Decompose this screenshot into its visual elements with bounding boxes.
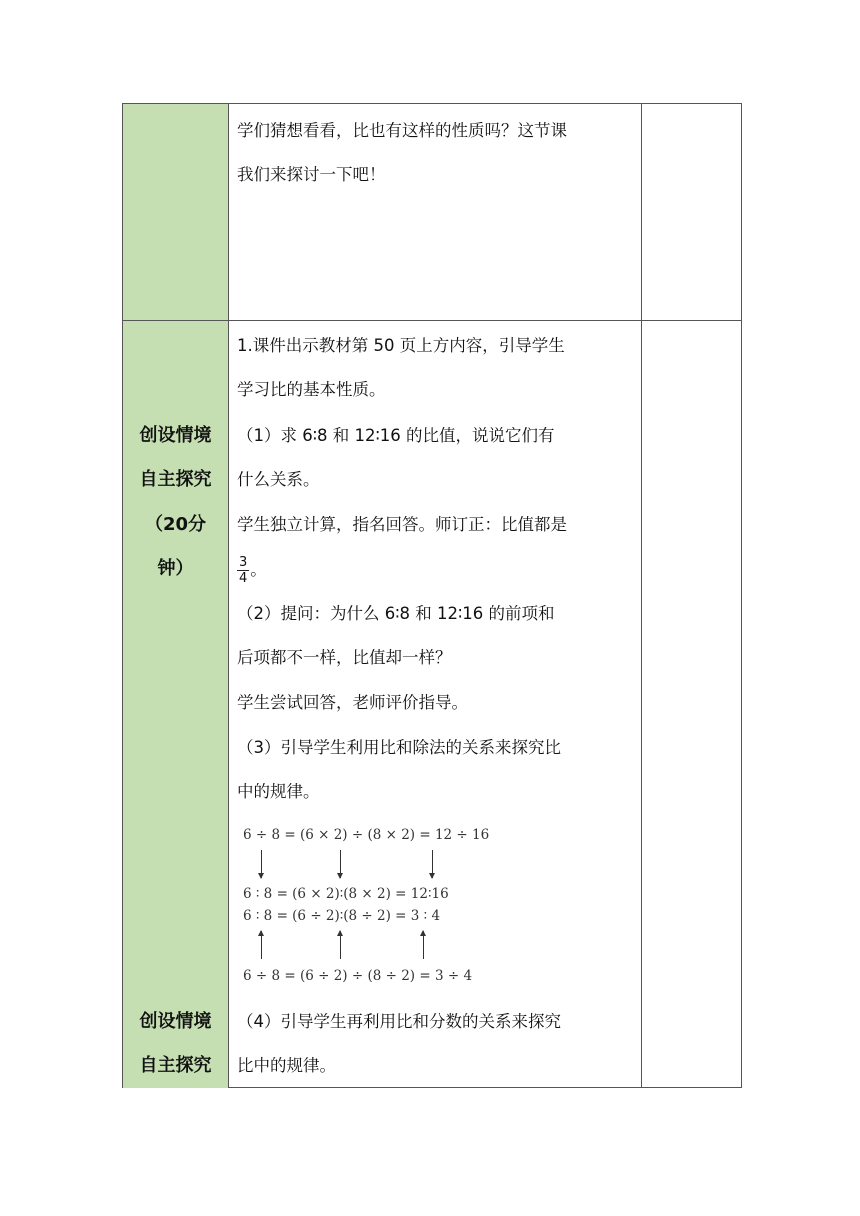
equation-division-divide: 6 ÷ 8 = (6 ÷ 2) ÷ (8 ÷ 2) = 3 ÷ 4 xyxy=(243,968,473,984)
lesson-plan-table xyxy=(122,103,742,1088)
row-divider xyxy=(123,320,741,321)
stage-label-line-3: （20分 xyxy=(144,514,207,535)
top-row-line-2: 我们来探讨一下吧！ xyxy=(237,165,386,184)
question-2-line-1: （2）提问：为什么 6∶8 和 12∶16 的前项和 xyxy=(237,604,555,623)
label-cell-top xyxy=(123,104,228,320)
top-row-line-1: 学们猜想看看，比也有这样的性质吗？这节课 xyxy=(237,121,567,140)
equation-ratio-divide: 6 ∶ 8 = (6 ÷ 2)∶(8 ÷ 2) = 3 ∶ 4 xyxy=(243,908,441,924)
question-2-line-2: 后项都不一样，比值却一样？ xyxy=(237,648,452,667)
column-divider-2 xyxy=(641,104,642,1087)
question-3-line-2: 中的规律。 xyxy=(237,782,320,801)
question-1-line-2: 什么关系。 xyxy=(237,470,320,489)
stage-label-line-2: 自主探究 xyxy=(139,469,212,490)
step-1-line-1: 1.课件出示教材第 50 页上方内容，引导学生 xyxy=(237,336,565,355)
fraction-three-quarters xyxy=(237,555,249,586)
arrow-down-icon xyxy=(261,850,262,878)
question-1-line-1: （1）求 6∶8 和 12∶16 的比值，说说它们有 xyxy=(237,426,555,445)
stage-label-repeat-line-2: 自主探究 xyxy=(139,1055,212,1076)
arrow-down-icon xyxy=(340,850,341,878)
question-3-line-1: （3）引导学生利用比和除法的关系来探究比 xyxy=(237,738,561,757)
stage-label-line-4: 钟） xyxy=(157,558,194,579)
question-4-line-1: （4）引导学生再利用比和分数的关系来探究 xyxy=(237,1012,561,1031)
equation-ratio-multiply: 6 ∶ 8 = (6 × 2)∶(8 × 2) = 12∶16 xyxy=(243,886,449,902)
answer-2: 学生尝试回答，老师评价指导。 xyxy=(237,693,468,712)
fraction-tail: 。 xyxy=(250,560,267,579)
stage-label-line-1: 创设情境 xyxy=(139,425,212,446)
step-1-line-2: 学习比的基本性质。 xyxy=(237,380,386,399)
equation-division-multiply: 6 ÷ 8 = (6 × 2) ÷ (8 × 2) = 12 ÷ 16 xyxy=(243,827,490,843)
fraction-denominator: 4 xyxy=(239,571,248,586)
answer-1-fraction-line xyxy=(237,548,641,592)
stage-label-repeat-line-1: 创设情境 xyxy=(139,1011,212,1032)
arrow-up-icon xyxy=(261,931,262,959)
arrow-up-icon xyxy=(423,931,424,959)
arrow-up-icon xyxy=(340,931,341,959)
question-4-line-2: 比中的规律。 xyxy=(237,1056,336,1075)
column-divider-1 xyxy=(228,104,229,1087)
fraction-numerator: 3 xyxy=(239,555,248,570)
arrow-down-icon xyxy=(432,850,433,878)
answer-1-line-1: 学生独立计算，指名回答。师订正：比值都是 xyxy=(237,515,567,534)
